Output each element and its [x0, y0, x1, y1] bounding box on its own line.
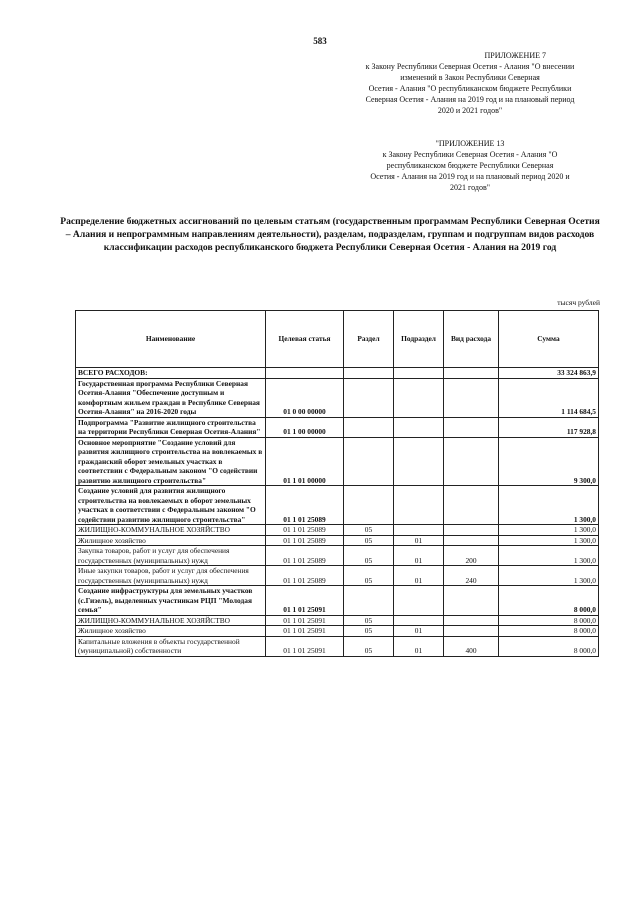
cell-expense-type [444, 535, 499, 546]
cell-subsection [394, 368, 444, 379]
budget-table [75, 310, 599, 657]
cell-section [344, 586, 394, 616]
cell-name: ЖИЛИЩНО-КОММУНАЛЬНОЕ ХОЗЯЙСТВО [76, 525, 266, 536]
cell-name: Закупка товаров, работ и услуг для обеспечения государственных (муниципальных) нужд [76, 546, 266, 566]
table-row [76, 378, 599, 417]
table-row [76, 437, 599, 486]
cell-section [344, 378, 394, 417]
table-row [76, 486, 599, 525]
cell-subsection [394, 378, 444, 417]
cell-section [344, 437, 394, 486]
header-subsection: Подраздел [394, 311, 444, 368]
cell-expense-type [444, 378, 499, 417]
appendix-7-line: 2020 и 2021 годов" [437, 106, 503, 115]
appendix-7-line: Северная Осетия - Алания на 2019 год и на плановый период [365, 95, 575, 104]
cell-name: Жилищное хозяйство [76, 535, 266, 546]
cell-subsection [394, 486, 444, 525]
cell-section: 05 [344, 636, 394, 656]
cell-target-item: 01 1 01 25089 [266, 525, 344, 536]
appendix-13-line: к Закону Республики Северная Осетия - Алания "О [382, 150, 558, 159]
table-row [76, 525, 599, 536]
table-row [76, 535, 599, 546]
table-row [76, 368, 599, 379]
cell-section: 05 [344, 615, 394, 626]
cell-amount: 1 114 684,5 [499, 378, 599, 417]
cell-amount: 8 000,0 [499, 586, 599, 616]
cell-name: ВСЕГО РАСХОДОВ: [76, 368, 266, 379]
cell-section [344, 417, 394, 437]
appendix-13-line: Осетия - Алания на 2019 год и на плановый период 2020 и [370, 172, 570, 181]
cell-subsection: 01 [394, 636, 444, 656]
cell-subsection [394, 525, 444, 536]
cell-expense-type [444, 486, 499, 525]
cell-target-item: 01 1 01 00000 [266, 437, 344, 486]
cell-amount: 33 324 863,9 [499, 368, 599, 379]
appendix-7-line: изменений в Закон Республики Северная [400, 73, 540, 82]
cell-target-item: 01 1 01 25091 [266, 636, 344, 656]
table-header-row [76, 311, 599, 368]
cell-name: ЖИЛИЩНО-КОММУНАЛЬНОЕ ХОЗЯЙСТВО [76, 615, 266, 626]
cell-name: Создание инфраструктуры для земельных участков (с.Гизель), выделенных участникам РЦП "Молодая семья" [76, 586, 266, 616]
cell-target-item [266, 368, 344, 379]
header-amount: Сумма [499, 311, 599, 368]
table-row [76, 586, 599, 616]
cell-target-item: 01 1 01 25091 [266, 586, 344, 616]
cell-expense-type: 400 [444, 636, 499, 656]
cell-name: Иные закупки товаров, работ и услуг для обеспечения государственных (муниципальных) нужд [76, 566, 266, 586]
cell-section [344, 486, 394, 525]
cell-expense-type [444, 586, 499, 616]
cell-expense-type [444, 368, 499, 379]
cell-target-item: 01 1 01 25089 [266, 486, 344, 525]
cell-expense-type [444, 615, 499, 626]
cell-section [344, 368, 394, 379]
cell-amount: 1 300,0 [499, 546, 599, 566]
appendix-7-block [330, 50, 610, 116]
header-expense-type: Вид расхода [444, 311, 499, 368]
cell-section: 05 [344, 626, 394, 637]
table-row [76, 636, 599, 656]
table-row [76, 626, 599, 637]
cell-subsection: 01 [394, 626, 444, 637]
table-row [76, 615, 599, 626]
header-section: Раздел [344, 311, 394, 368]
cell-expense-type [444, 417, 499, 437]
cell-amount: 1 300,0 [499, 566, 599, 586]
cell-amount: 8 000,0 [499, 626, 599, 637]
cell-amount: 1 300,0 [499, 525, 599, 536]
cell-subsection: 01 [394, 546, 444, 566]
cell-target-item: 01 1 01 25089 [266, 535, 344, 546]
cell-name: Капитальные вложения в объекты государственной (муниципальной) собственности [76, 636, 266, 656]
appendix-13-block [330, 138, 610, 193]
header-name: Наименование [76, 311, 266, 368]
cell-section: 05 [344, 525, 394, 536]
cell-name: Создание условий для развития жилищного строительства на вовлекаемых в оборот земельных участках в соответствии с Федеральным законом "О содействии развитию жилищного строительства" [76, 486, 266, 525]
cell-amount: 9 300,0 [499, 437, 599, 486]
cell-name: Государственная программа Республики Северная Осетия-Алания "Обеспечение доступным и комфортным жильем граждан в Республике Северная Осетия-Алания" на 2016-2020 годы [76, 378, 266, 417]
cell-section: 05 [344, 546, 394, 566]
cell-target-item: 01 0 00 00000 [266, 378, 344, 417]
table-row [76, 566, 599, 586]
cell-amount: 8 000,0 [499, 636, 599, 656]
cell-target-item: 01 1 01 25091 [266, 626, 344, 637]
cell-expense-type: 200 [444, 546, 499, 566]
cell-subsection [394, 437, 444, 486]
cell-name: Основное мероприятие "Создание условий для развития жилищного строительства на вовлекаемых в гражданский оборот земельных участках в соответствии с Федеральным законом "О содействии развитию жилищного строительства" [76, 437, 266, 486]
cell-section: 05 [344, 566, 394, 586]
cell-amount: 117 928,8 [499, 417, 599, 437]
appendix-7-heading: ПРИЛОЖЕНИЕ 7 [484, 51, 546, 60]
cell-expense-type [444, 626, 499, 637]
cell-target-item: 01 1 01 25091 [266, 615, 344, 626]
cell-name: Жилищное хозяйство [76, 626, 266, 637]
header-target-item: Целевая статья [266, 311, 344, 368]
cell-expense-type [444, 525, 499, 536]
cell-name: Подпрограмма "Развитие жилищного строительства на территории Республики Северная Осетия-Алания" [76, 417, 266, 437]
units-label: тысяч рублей [557, 298, 600, 307]
cell-amount: 1 300,0 [499, 535, 599, 546]
page-number: 583 [313, 36, 327, 46]
cell-subsection [394, 615, 444, 626]
table-row [76, 546, 599, 566]
appendix-13-line: республиканском бюджете Республики Северная [386, 161, 554, 170]
appendix-13-line: 2021 годов" [450, 183, 490, 192]
cell-subsection: 01 [394, 535, 444, 546]
appendix-7-line: к Закону Республики Северная Осетия - Алания "О внесении [365, 62, 575, 71]
cell-target-item: 01 1 01 25089 [266, 546, 344, 566]
cell-subsection [394, 417, 444, 437]
cell-amount: 8 000,0 [499, 615, 599, 626]
cell-subsection [394, 586, 444, 616]
document-title: Распределение бюджетных ассигнований по целевым статьям (государственным программам Республики Северная Осетия – Алания и непрограммным направлениям деятельности), разделам, подразделам, группам и подгруппам видов расходов классификации расходов республиканского бюджета Республики Северная Осетия - Алания на 2019 год [60, 216, 600, 253]
cell-expense-type [444, 437, 499, 486]
cell-subsection: 01 [394, 566, 444, 586]
cell-target-item: 01 1 00 00000 [266, 417, 344, 437]
table-row [76, 417, 599, 437]
cell-section: 05 [344, 535, 394, 546]
appendix-7-line: Осетия - Алания "О республиканском бюджете Республики [368, 84, 572, 93]
cell-amount: 1 300,0 [499, 486, 599, 525]
cell-expense-type: 240 [444, 566, 499, 586]
cell-target-item: 01 1 01 25089 [266, 566, 344, 586]
appendix-13-heading: "ПРИЛОЖЕНИЕ 13 [435, 139, 505, 148]
